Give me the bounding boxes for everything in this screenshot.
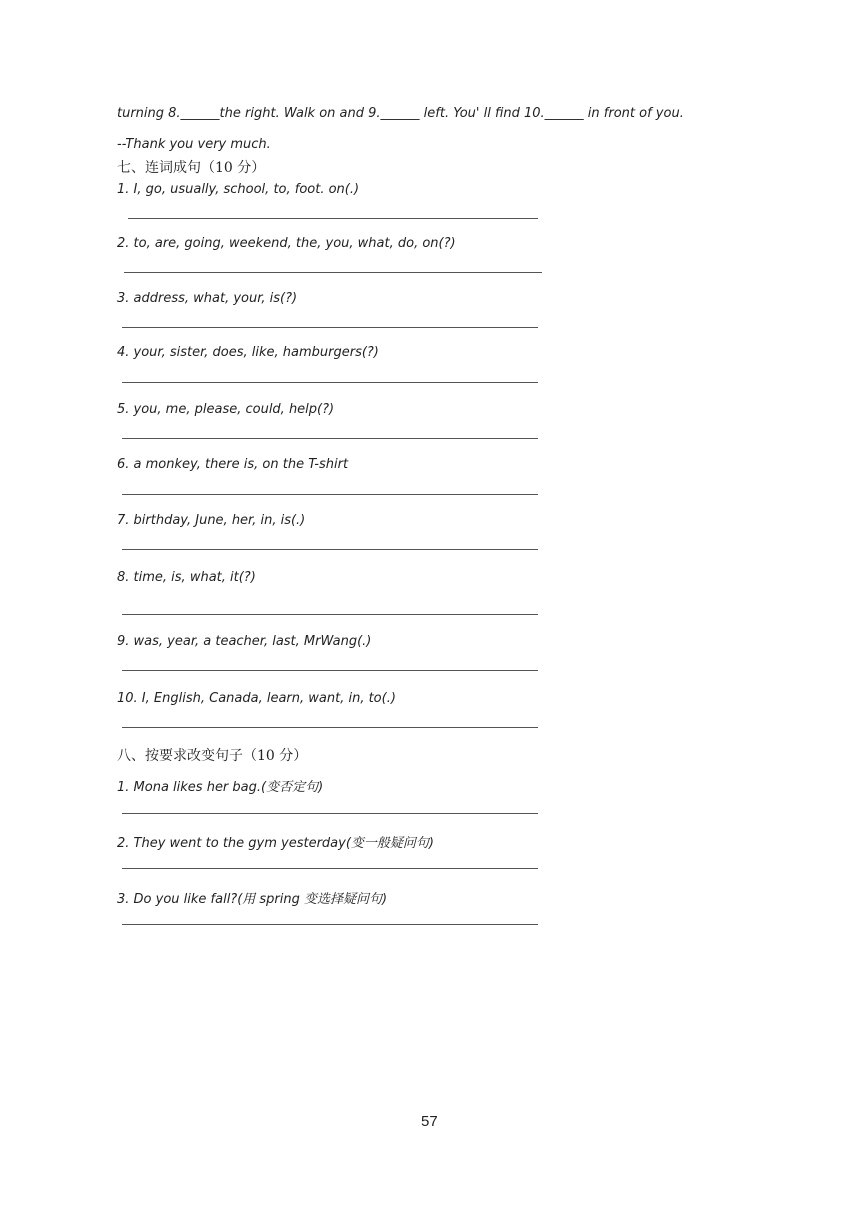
dialog-line-directions: turning 8.______the right. Walk on and 9.______ left. You' ll find 10.______ in front of you. (117, 106, 684, 121)
s7-answer-line-4[interactable] (122, 382, 538, 383)
s7-item-9: 9. was, year, a teacher, last, MrWang(.) (117, 634, 372, 649)
s8-answer-line-2[interactable] (122, 868, 538, 869)
s7-answer-line-8[interactable] (122, 614, 538, 615)
section8-title: 八、按要求改变句子（10 分） (117, 748, 308, 764)
s7-answer-line-9[interactable] (122, 670, 538, 671)
s7-answer-line-5[interactable] (122, 438, 538, 439)
page-number: 57 (421, 1113, 438, 1130)
s7-item-4: 4. your, sister, does, like, hamburgers(?) (117, 345, 379, 360)
s8-answer-line-3[interactable] (122, 924, 538, 925)
dialog-line-thanks: --Thank you very much. (117, 137, 271, 152)
s7-answer-line-1[interactable] (128, 218, 538, 219)
s7-answer-line-6[interactable] (122, 494, 538, 495)
s8-item-2: 2. They went to the gym yesterday(变一般疑问句) (117, 836, 434, 851)
s7-item-2: 2. to, are, going, weekend, the, you, what, do, on(?) (117, 236, 456, 251)
section7-title: 七、连词成句（10 分） (117, 160, 266, 176)
s7-item-5: 5. you, me, please, could, help(?) (117, 402, 335, 417)
s7-item-6: 6. a monkey, there is, on the T-shirt (117, 457, 349, 472)
s7-item-10: 10. I, English, Canada, learn, want, in, to(.) (117, 691, 396, 706)
s7-item-8: 8. time, is, what, it(?) (117, 570, 256, 585)
s8-answer-line-1[interactable] (122, 813, 538, 814)
s7-item-1: 1. I, go, usually, school, to, foot. on(.) (117, 182, 360, 197)
s7-answer-line-7[interactable] (122, 549, 538, 550)
s7-answer-line-10[interactable] (122, 727, 538, 728)
s7-item-7: 7. birthday, June, her, in, is(.) (117, 513, 306, 528)
s7-answer-line-3[interactable] (122, 327, 538, 328)
s7-item-3: 3. address, what, your, is(?) (117, 291, 298, 306)
s8-item-3: 3. Do you like fall?(用 spring 变选择疑问句) (117, 892, 388, 907)
s7-answer-line-2[interactable] (124, 272, 542, 273)
s8-item-1: 1. Mona likes her bag.(变否定句) (117, 780, 324, 795)
